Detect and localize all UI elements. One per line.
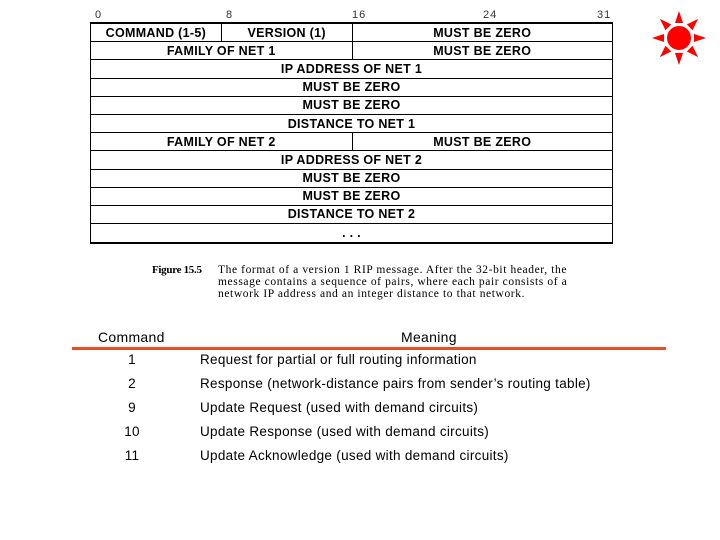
net2-zero-field-a: MUST BE ZERO [90, 170, 613, 187]
net2-family-field: FAMILY OF NET 2 [90, 133, 352, 150]
rip-message-format [90, 22, 613, 244]
table-row [0, 352, 720, 372]
bit-label-24: 24 [483, 9, 498, 21]
net2-ip-field: IP ADDRESS OF NET 2 [90, 151, 613, 168]
command-code: 2 [128, 376, 136, 391]
net2-distance-row [90, 206, 613, 224]
bit-label-8: 8 [226, 9, 234, 21]
meaning-column-header: Meaning [401, 329, 457, 345]
net1-distance-row [90, 115, 613, 133]
bit-label-31: 31 [597, 9, 612, 21]
continuation-row [90, 224, 613, 242]
command-column-header: Command [98, 329, 165, 345]
version-field: VERSION (1) [221, 24, 352, 41]
net1-zero-row-a [90, 79, 613, 97]
command-field: COMMAND (1-5) [90, 24, 221, 41]
header-row [90, 24, 613, 42]
command-code: 10 [124, 424, 140, 439]
net1-ip-field: IP ADDRESS OF NET 1 [90, 60, 613, 77]
net2-zero-row-b [90, 188, 613, 206]
net1-zero-row-b [90, 97, 613, 115]
net1-family-zero-field: MUST BE ZERO [352, 42, 614, 59]
net1-zero-field-b: MUST BE ZERO [90, 97, 613, 114]
net2-family-zero-field: MUST BE ZERO [352, 133, 614, 150]
net2-zero-row-a [90, 170, 613, 188]
table-row [0, 448, 720, 468]
net1-family-row [90, 42, 613, 60]
net2-zero-field-b: MUST BE ZERO [90, 188, 613, 205]
net2-family-row [90, 133, 613, 151]
table-row [0, 400, 720, 420]
bit-ruler [0, 9, 720, 23]
command-meaning: Request for partial or full routing information [200, 352, 477, 367]
table-row [0, 376, 720, 396]
header-divider [72, 347, 666, 350]
command-meaning: Update Response (used with demand circuits) [200, 424, 490, 439]
command-meaning: Update Acknowledge (used with demand circuits) [200, 448, 509, 463]
command-meaning: Update Request (used with demand circuits) [200, 400, 479, 415]
net1-distance-field: DISTANCE TO NET 1 [90, 115, 613, 132]
bit-label-0: 0 [95, 9, 103, 21]
figure-caption [152, 264, 602, 300]
table-row [0, 424, 720, 444]
net1-ip-row [90, 60, 613, 78]
command-code: 11 [124, 448, 140, 463]
net2-distance-field: DISTANCE TO NET 2 [90, 206, 613, 223]
header-zero-field: MUST BE ZERO [352, 24, 614, 41]
command-code: 1 [128, 352, 136, 367]
figure-label: Figure 15.5 [152, 264, 202, 276]
sun-icon [651, 10, 707, 66]
continuation-ellipsis: . . . [90, 224, 613, 242]
net2-ip-row [90, 151, 613, 169]
figure-caption-text: The format of a version 1 RIP message. After the 32-bit header, the message contains a sequence of pairs, where each pair consists of a network IP address and an integer distance to that network. [218, 264, 568, 300]
bit-label-16: 16 [352, 9, 367, 21]
net1-zero-field-a: MUST BE ZERO [90, 79, 613, 96]
command-meaning: Response (network-distance pairs from sender’s routing table) [200, 376, 591, 391]
command-code: 9 [128, 400, 136, 415]
net1-family-field: FAMILY OF NET 1 [90, 42, 352, 59]
